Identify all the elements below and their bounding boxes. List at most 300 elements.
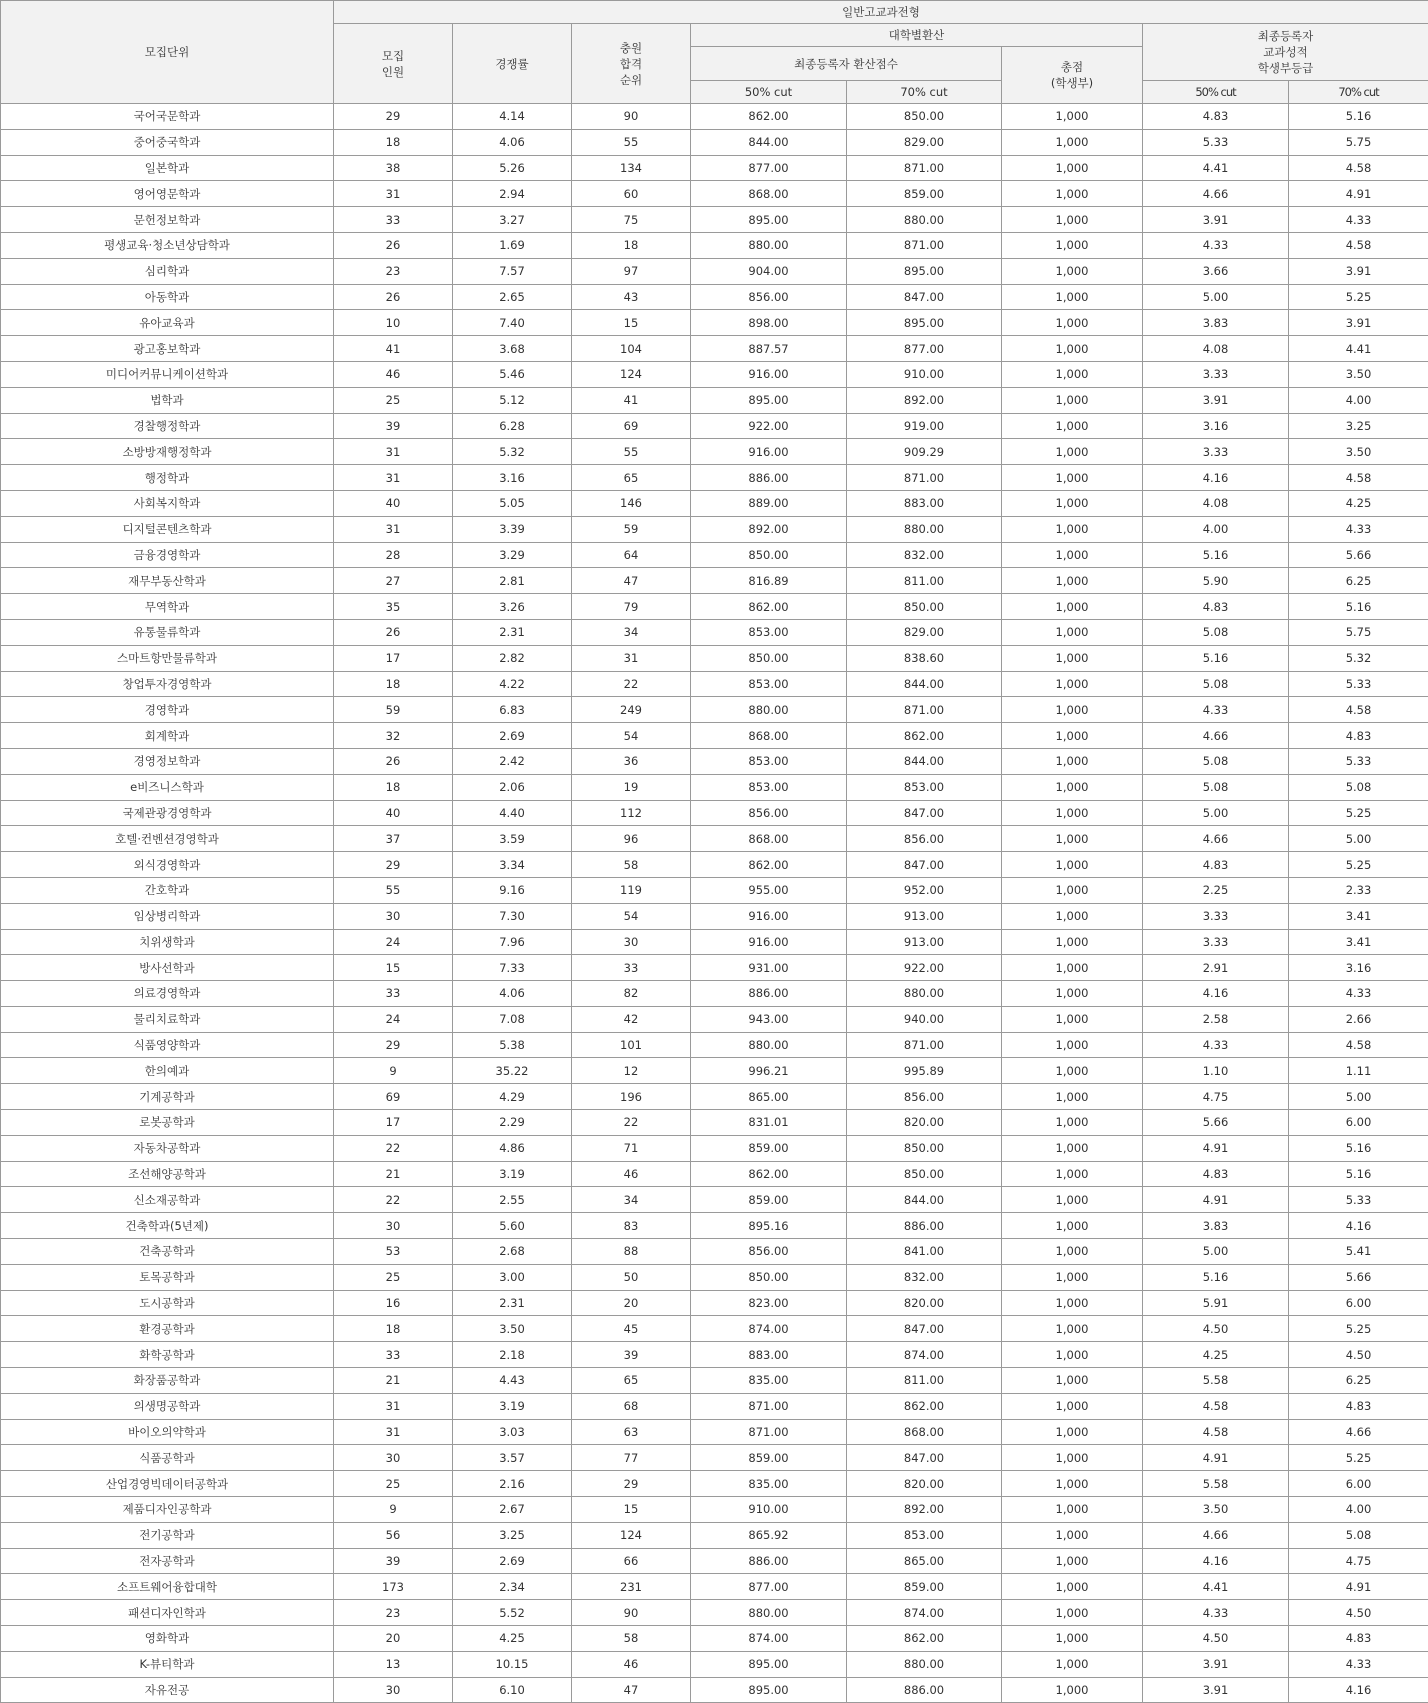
score-cut70-cell: 880.00 — [847, 207, 1002, 233]
score-cut50-cell: 862.00 — [691, 1161, 847, 1187]
grade-cut50-cell: 5.08 — [1143, 774, 1289, 800]
unit-cell: 전자공학과 — [1, 1548, 334, 1574]
score-cut70-cell: 895.00 — [847, 258, 1002, 284]
score-cut50-cell: 850.00 — [691, 1264, 847, 1290]
competition-cell: 7.08 — [453, 1006, 572, 1032]
recruit-cell: 30 — [334, 903, 453, 929]
grade-cut70-cell: 4.58 — [1289, 1032, 1428, 1058]
unit-cell: 경영학과 — [1, 697, 334, 723]
competition-cell: 4.43 — [453, 1368, 572, 1394]
waitlist-cell: 42 — [572, 1006, 691, 1032]
total-cell: 1,000 — [1002, 981, 1143, 1007]
score-cut50-cell: 904.00 — [691, 258, 847, 284]
score-cut50-cell: 856.00 — [691, 1239, 847, 1265]
competition-cell: 2.55 — [453, 1187, 572, 1213]
score-cut50-cell: 853.00 — [691, 619, 847, 645]
grade-cut70-cell: 4.58 — [1289, 232, 1428, 258]
table-row — [1, 1522, 1428, 1548]
total-cell: 1,000 — [1002, 207, 1143, 233]
table-row — [1, 800, 1428, 826]
score-cut50-cell: 862.00 — [691, 594, 847, 620]
score-cut70-cell: 919.00 — [847, 413, 1002, 439]
unit-cell: 임상병리학과 — [1, 903, 334, 929]
score-cut50-cell: 859.00 — [691, 1445, 847, 1471]
total-cell: 1,000 — [1002, 1239, 1143, 1265]
grade-cut70-cell: 3.41 — [1289, 929, 1428, 955]
unit-cell: 유통물류학과 — [1, 619, 334, 645]
grade-cut50-cell: 3.91 — [1143, 207, 1289, 233]
competition-header: 경쟁률 — [453, 24, 572, 104]
grade-cut70-cell: 4.75 — [1289, 1548, 1428, 1574]
competition-cell: 6.83 — [453, 697, 572, 723]
score-cut50-cell: 895.16 — [691, 1213, 847, 1239]
waitlist-cell: 50 — [572, 1264, 691, 1290]
grade-cut70-cell: 3.91 — [1289, 258, 1428, 284]
total-cell: 1,000 — [1002, 361, 1143, 387]
table-row — [1, 1316, 1428, 1342]
score-cut50-cell: 853.00 — [691, 671, 847, 697]
unit-cell: 창업투자경영학과 — [1, 671, 334, 697]
grade-cut50-cell: 4.00 — [1143, 516, 1289, 542]
score-cut70-cell: 871.00 — [847, 155, 1002, 181]
total-cell: 1,000 — [1002, 336, 1143, 362]
waitlist-cell: 75 — [572, 207, 691, 233]
competition-cell: 3.00 — [453, 1264, 572, 1290]
recruit-cell: 13 — [334, 1651, 453, 1677]
score-cut70-cell: 844.00 — [847, 1187, 1002, 1213]
competition-cell: 3.25 — [453, 1522, 572, 1548]
competition-cell: 7.33 — [453, 955, 572, 981]
score-cut70-cell: 820.00 — [847, 1290, 1002, 1316]
competition-cell: 7.30 — [453, 903, 572, 929]
grade-cut70-cell: 5.08 — [1289, 1522, 1428, 1548]
total-cell: 1,000 — [1002, 1677, 1143, 1703]
total-cell: 1,000 — [1002, 1419, 1143, 1445]
score-cut50-cell: 868.00 — [691, 181, 847, 207]
grade-cut70-cell: 2.33 — [1289, 877, 1428, 903]
grade-cut70-cell: 5.16 — [1289, 1161, 1428, 1187]
grade-cut70-cell: 5.25 — [1289, 1316, 1428, 1342]
score-cut50-cell: 850.00 — [691, 542, 847, 568]
grade-cut70-cell: 5.33 — [1289, 748, 1428, 774]
score-cut50-cell: 916.00 — [691, 929, 847, 955]
score-cut70-cell: 886.00 — [847, 1213, 1002, 1239]
score-cut70-cell: 832.00 — [847, 542, 1002, 568]
score-cut70-cell: 862.00 — [847, 723, 1002, 749]
grade-cut50-cell: 3.33 — [1143, 439, 1289, 465]
score-cut50-cell: 823.00 — [691, 1290, 847, 1316]
grade-cut50-cell: 4.41 — [1143, 155, 1289, 181]
competition-cell: 2.67 — [453, 1497, 572, 1523]
grade-cut50-cell: 5.08 — [1143, 671, 1289, 697]
score-cut50-cell: 996.21 — [691, 1058, 847, 1084]
score-cut50-cell: 910.00 — [691, 1497, 847, 1523]
competition-cell: 3.16 — [453, 465, 572, 491]
table-row — [1, 1393, 1428, 1419]
grade-cut70-cell: 5.32 — [1289, 645, 1428, 671]
table-row — [1, 490, 1428, 516]
score-cut50-cell: 856.00 — [691, 800, 847, 826]
total-cell: 1,000 — [1002, 310, 1143, 336]
table-row — [1, 1161, 1428, 1187]
unit-cell: 화학공학과 — [1, 1342, 334, 1368]
grade-cut50-cell: 5.66 — [1143, 1110, 1289, 1136]
recruit-cell: 29 — [334, 852, 453, 878]
recruit-cell: 24 — [334, 929, 453, 955]
grade-cut50-cell: 4.50 — [1143, 1626, 1289, 1652]
grade-cut70-cell: 6.25 — [1289, 568, 1428, 594]
recruit-cell: 15 — [334, 955, 453, 981]
score-cut70-cell: 850.00 — [847, 1135, 1002, 1161]
score-cut50-cell: 862.00 — [691, 104, 847, 130]
score-cut50-cell: 871.00 — [691, 1419, 847, 1445]
waitlist-cell: 47 — [572, 1677, 691, 1703]
unit-cell: 로봇공학과 — [1, 1110, 334, 1136]
table-row — [1, 1626, 1428, 1652]
recruit-cell: 39 — [334, 1548, 453, 1574]
unit-cell: 환경공학과 — [1, 1316, 334, 1342]
competition-cell: 3.68 — [453, 336, 572, 362]
recruit-cell: 173 — [334, 1574, 453, 1600]
score-cut70-cell: 871.00 — [847, 232, 1002, 258]
waitlist-cell: 90 — [572, 104, 691, 130]
score-cut50-cell: 955.00 — [691, 877, 847, 903]
total-cell: 1,000 — [1002, 1058, 1143, 1084]
recruit-cell: 29 — [334, 104, 453, 130]
score-cut50-cell: 886.00 — [691, 981, 847, 1007]
table-row — [1, 1213, 1428, 1239]
unit-cell: 도시공학과 — [1, 1290, 334, 1316]
grade-cut50-cell: 4.08 — [1143, 490, 1289, 516]
total-cell: 1,000 — [1002, 1368, 1143, 1394]
total-cell: 1,000 — [1002, 413, 1143, 439]
score-cut50-cell: 850.00 — [691, 645, 847, 671]
grade-cut70-cell: 5.25 — [1289, 1445, 1428, 1471]
recruit-cell: 40 — [334, 800, 453, 826]
total-cell: 1,000 — [1002, 284, 1143, 310]
total-cell: 1,000 — [1002, 955, 1143, 981]
score-cut70-cell: 841.00 — [847, 1239, 1002, 1265]
recruit-header: 모집 인원 — [334, 24, 453, 104]
score-cut70-cell: 829.00 — [847, 129, 1002, 155]
grade-cut50-cell: 4.66 — [1143, 1522, 1289, 1548]
score-cut70-cell: 874.00 — [847, 1600, 1002, 1626]
score-cut70-cell: 871.00 — [847, 465, 1002, 491]
table-row — [1, 981, 1428, 1007]
unit-cell: 금융경영학과 — [1, 542, 334, 568]
score-cut50-cell: 856.00 — [691, 284, 847, 310]
waitlist-cell: 124 — [572, 361, 691, 387]
table-row — [1, 955, 1428, 981]
score-cut50-cell: 877.00 — [691, 155, 847, 181]
score-cut50-cell: 868.00 — [691, 826, 847, 852]
grade-cut50-cell: 3.91 — [1143, 387, 1289, 413]
table-row — [1, 1497, 1428, 1523]
recruit-cell: 31 — [334, 439, 453, 465]
grade-cut70-cell: 4.25 — [1289, 490, 1428, 516]
grade-cut50-cell: 5.08 — [1143, 748, 1289, 774]
recruit-cell: 30 — [334, 1677, 453, 1703]
unit-cell: 법학과 — [1, 387, 334, 413]
total-cell: 1,000 — [1002, 1574, 1143, 1600]
grade-cut50-cell: 5.00 — [1143, 800, 1289, 826]
table-row — [1, 1290, 1428, 1316]
score-cut70-cell: 895.00 — [847, 310, 1002, 336]
competition-cell: 9.16 — [453, 877, 572, 903]
waitlist-cell: 196 — [572, 1084, 691, 1110]
grade-cut70-cell: 4.00 — [1289, 1497, 1428, 1523]
competition-cell: 4.86 — [453, 1135, 572, 1161]
grade-cut70-cell: 1.11 — [1289, 1058, 1428, 1084]
competition-cell: 5.05 — [453, 490, 572, 516]
waitlist-cell: 36 — [572, 748, 691, 774]
table-row — [1, 568, 1428, 594]
waitlist-cell: 88 — [572, 1239, 691, 1265]
grade-cut70-cell: 3.50 — [1289, 439, 1428, 465]
table-row — [1, 697, 1428, 723]
score-cut50-cell: 916.00 — [691, 439, 847, 465]
table-row — [1, 181, 1428, 207]
grade-cut70-cell: 5.08 — [1289, 774, 1428, 800]
recruit-cell: 26 — [334, 232, 453, 258]
table-row — [1, 1058, 1428, 1084]
recruit-cell: 31 — [334, 465, 453, 491]
grade-cut70-cell: 5.16 — [1289, 594, 1428, 620]
competition-cell: 2.69 — [453, 1548, 572, 1574]
waitlist-cell: 112 — [572, 800, 691, 826]
score-cut70-cell: 832.00 — [847, 1264, 1002, 1290]
competition-cell: 2.31 — [453, 1290, 572, 1316]
waitlist-cell: 54 — [572, 903, 691, 929]
competition-cell: 2.68 — [453, 1239, 572, 1265]
total-cell: 1,000 — [1002, 645, 1143, 671]
recruit-cell: 25 — [334, 1264, 453, 1290]
grade-cut70-cell: 4.16 — [1289, 1677, 1428, 1703]
score-cut50-cell: 895.00 — [691, 1651, 847, 1677]
total-cell: 1,000 — [1002, 1342, 1143, 1368]
table-row — [1, 207, 1428, 233]
competition-cell: 7.96 — [453, 929, 572, 955]
score-cut70-cell: 829.00 — [847, 619, 1002, 645]
grade-cut50-cell: 4.83 — [1143, 594, 1289, 620]
score-cut70-cell: 865.00 — [847, 1548, 1002, 1574]
recruit-cell: 31 — [334, 1419, 453, 1445]
table-row — [1, 1342, 1428, 1368]
recruit-cell: 18 — [334, 671, 453, 697]
total-cell: 1,000 — [1002, 1626, 1143, 1652]
score-cut70-cell: 847.00 — [847, 284, 1002, 310]
competition-cell: 3.57 — [453, 1445, 572, 1471]
grade-cut50-cell: 5.08 — [1143, 619, 1289, 645]
unit-cell: 산업경영빅데이터공학과 — [1, 1471, 334, 1497]
score-cut70-cell: 811.00 — [847, 1368, 1002, 1394]
table-row — [1, 1264, 1428, 1290]
recruit-cell: 41 — [334, 336, 453, 362]
waitlist-cell: 45 — [572, 1316, 691, 1342]
grade-cut70-cell: 4.58 — [1289, 155, 1428, 181]
score-cut50-cell: 868.00 — [691, 723, 847, 749]
competition-cell: 2.34 — [453, 1574, 572, 1600]
unit-cell: 문헌정보학과 — [1, 207, 334, 233]
score-cut70-cell: 880.00 — [847, 1651, 1002, 1677]
table-row — [1, 1239, 1428, 1265]
score-cut50-cell: 880.00 — [691, 1032, 847, 1058]
grade-cut50-cell: 3.83 — [1143, 1213, 1289, 1239]
table-row — [1, 1084, 1428, 1110]
score-cut70-cell: 883.00 — [847, 490, 1002, 516]
grade-cut50-cell: 3.66 — [1143, 258, 1289, 284]
grade-cut50-cell: 3.91 — [1143, 1651, 1289, 1677]
grade-cut50-cell: 3.33 — [1143, 903, 1289, 929]
competition-cell: 5.46 — [453, 361, 572, 387]
grade-cut50-cell: 5.00 — [1143, 1239, 1289, 1265]
grade-cut70-cell: 5.25 — [1289, 800, 1428, 826]
score-cut70-cell: 859.00 — [847, 1574, 1002, 1600]
waitlist-cell: 134 — [572, 155, 691, 181]
table-row — [1, 671, 1428, 697]
unit-cell: 화장품공학과 — [1, 1368, 334, 1394]
table-row — [1, 1651, 1428, 1677]
score-cut70-cell: 850.00 — [847, 1161, 1002, 1187]
table-row — [1, 774, 1428, 800]
grade-cut50-cell: 3.33 — [1143, 929, 1289, 955]
total-cell: 1,000 — [1002, 568, 1143, 594]
score-cut50-cell: 886.00 — [691, 1548, 847, 1574]
score-cut50-cell: 916.00 — [691, 361, 847, 387]
table-row — [1, 387, 1428, 413]
table-row — [1, 852, 1428, 878]
score-cut50-cell: 895.00 — [691, 387, 847, 413]
waitlist-cell: 34 — [572, 619, 691, 645]
table-row — [1, 336, 1428, 362]
grade-cut70-cell: 4.41 — [1289, 336, 1428, 362]
waitlist-cell: 249 — [572, 697, 691, 723]
competition-cell: 3.03 — [453, 1419, 572, 1445]
unit-cell: 무역학과 — [1, 594, 334, 620]
table-row — [1, 1445, 1428, 1471]
waitlist-cell: 124 — [572, 1522, 691, 1548]
waitlist-cell: 63 — [572, 1419, 691, 1445]
recruit-cell: 23 — [334, 258, 453, 284]
competition-cell: 3.59 — [453, 826, 572, 852]
table-row — [1, 232, 1428, 258]
score-cut70-cell: 909.29 — [847, 439, 1002, 465]
grade-cut50-cell: 2.91 — [1143, 955, 1289, 981]
table-row — [1, 929, 1428, 955]
grade-cut50-cell: 4.58 — [1143, 1419, 1289, 1445]
unit-cell: 패션디자인학과 — [1, 1600, 334, 1626]
recruit-cell: 59 — [334, 697, 453, 723]
waitlist-cell: 33 — [572, 955, 691, 981]
competition-cell: 5.60 — [453, 1213, 572, 1239]
unit-cell: 경영정보학과 — [1, 748, 334, 774]
recruit-cell: 16 — [334, 1290, 453, 1316]
total-cell: 1,000 — [1002, 104, 1143, 130]
score-cut70-cell: 995.89 — [847, 1058, 1002, 1084]
score-cut50-cell: 874.00 — [691, 1626, 847, 1652]
score-cut50-cell: 880.00 — [691, 697, 847, 723]
unit-cell: 한의예과 — [1, 1058, 334, 1084]
unit-cell: 기계공학과 — [1, 1084, 334, 1110]
competition-cell: 4.40 — [453, 800, 572, 826]
score-cut50-cell: 835.00 — [691, 1368, 847, 1394]
unit-cell: 사회복지학과 — [1, 490, 334, 516]
unit-cell: 조선해양공학과 — [1, 1161, 334, 1187]
recruit-cell: 18 — [334, 1316, 453, 1342]
grade-cut70-cell: 4.66 — [1289, 1419, 1428, 1445]
waitlist-cell: 34 — [572, 1187, 691, 1213]
competition-cell: 2.81 — [453, 568, 572, 594]
recruit-cell: 33 — [334, 981, 453, 1007]
total-cell: 1,000 — [1002, 258, 1143, 284]
waitlist-cell: 31 — [572, 645, 691, 671]
competition-cell: 35.22 — [453, 1058, 572, 1084]
competition-cell: 2.16 — [453, 1471, 572, 1497]
score-cut70-cell: 847.00 — [847, 1316, 1002, 1342]
recruit-cell: 39 — [334, 413, 453, 439]
grade-cut50-cell: 4.91 — [1143, 1187, 1289, 1213]
recruit-cell: 38 — [334, 155, 453, 181]
unit-cell: 외식경영학과 — [1, 852, 334, 878]
table-row — [1, 1471, 1428, 1497]
waitlist-cell: 41 — [572, 387, 691, 413]
grade-cut70-cell: 6.25 — [1289, 1368, 1428, 1394]
grade-cut70-cell: 5.16 — [1289, 104, 1428, 130]
score-cut50-cell: 943.00 — [691, 1006, 847, 1032]
waitlist-cell: 29 — [572, 1471, 691, 1497]
table-row — [1, 104, 1428, 130]
competition-cell: 2.94 — [453, 181, 572, 207]
table-row — [1, 1368, 1428, 1394]
score-cut70-cell: 862.00 — [847, 1393, 1002, 1419]
recruit-cell: 31 — [334, 181, 453, 207]
grade-cut50-cell: 5.90 — [1143, 568, 1289, 594]
total-cell: 1,000 — [1002, 1445, 1143, 1471]
waitlist-cell: 83 — [572, 1213, 691, 1239]
waitlist-cell: 146 — [572, 490, 691, 516]
grade-cut70-cell: 3.16 — [1289, 955, 1428, 981]
competition-cell: 6.28 — [453, 413, 572, 439]
total-cell: 1,000 — [1002, 1522, 1143, 1548]
total-cell: 1,000 — [1002, 800, 1143, 826]
score-cut50-cell: 892.00 — [691, 516, 847, 542]
score-cut50-cell: 880.00 — [691, 1600, 847, 1626]
competition-cell: 2.82 — [453, 645, 572, 671]
competition-cell: 3.29 — [453, 542, 572, 568]
total-cell: 1,000 — [1002, 1651, 1143, 1677]
unit-cell: 건축공학과 — [1, 1239, 334, 1265]
total-cell: 1,000 — [1002, 723, 1143, 749]
recruit-cell: 26 — [334, 284, 453, 310]
table-row — [1, 1032, 1428, 1058]
final-grade-header: 최종등록자 교과성적 학생부등급 — [1143, 24, 1428, 81]
unit-cell: 경찰행정학과 — [1, 413, 334, 439]
recruit-cell: 22 — [334, 1187, 453, 1213]
grade-cut70-cell: 5.66 — [1289, 1264, 1428, 1290]
table-row — [1, 903, 1428, 929]
score-cut70-cell: 871.00 — [847, 1032, 1002, 1058]
score-cut70-cell: 820.00 — [847, 1110, 1002, 1136]
recruit-cell: 9 — [334, 1497, 453, 1523]
recruit-cell: 56 — [334, 1522, 453, 1548]
recruit-cell: 22 — [334, 1135, 453, 1161]
total-cell: 1,000 — [1002, 1213, 1143, 1239]
total-cell: 1,000 — [1002, 1393, 1143, 1419]
grade-cut70-cell: 4.50 — [1289, 1342, 1428, 1368]
score-cut50-cell: 931.00 — [691, 955, 847, 981]
unit-cell: 소방방재행정학과 — [1, 439, 334, 465]
grade-cut50-cell: 3.50 — [1143, 1497, 1289, 1523]
